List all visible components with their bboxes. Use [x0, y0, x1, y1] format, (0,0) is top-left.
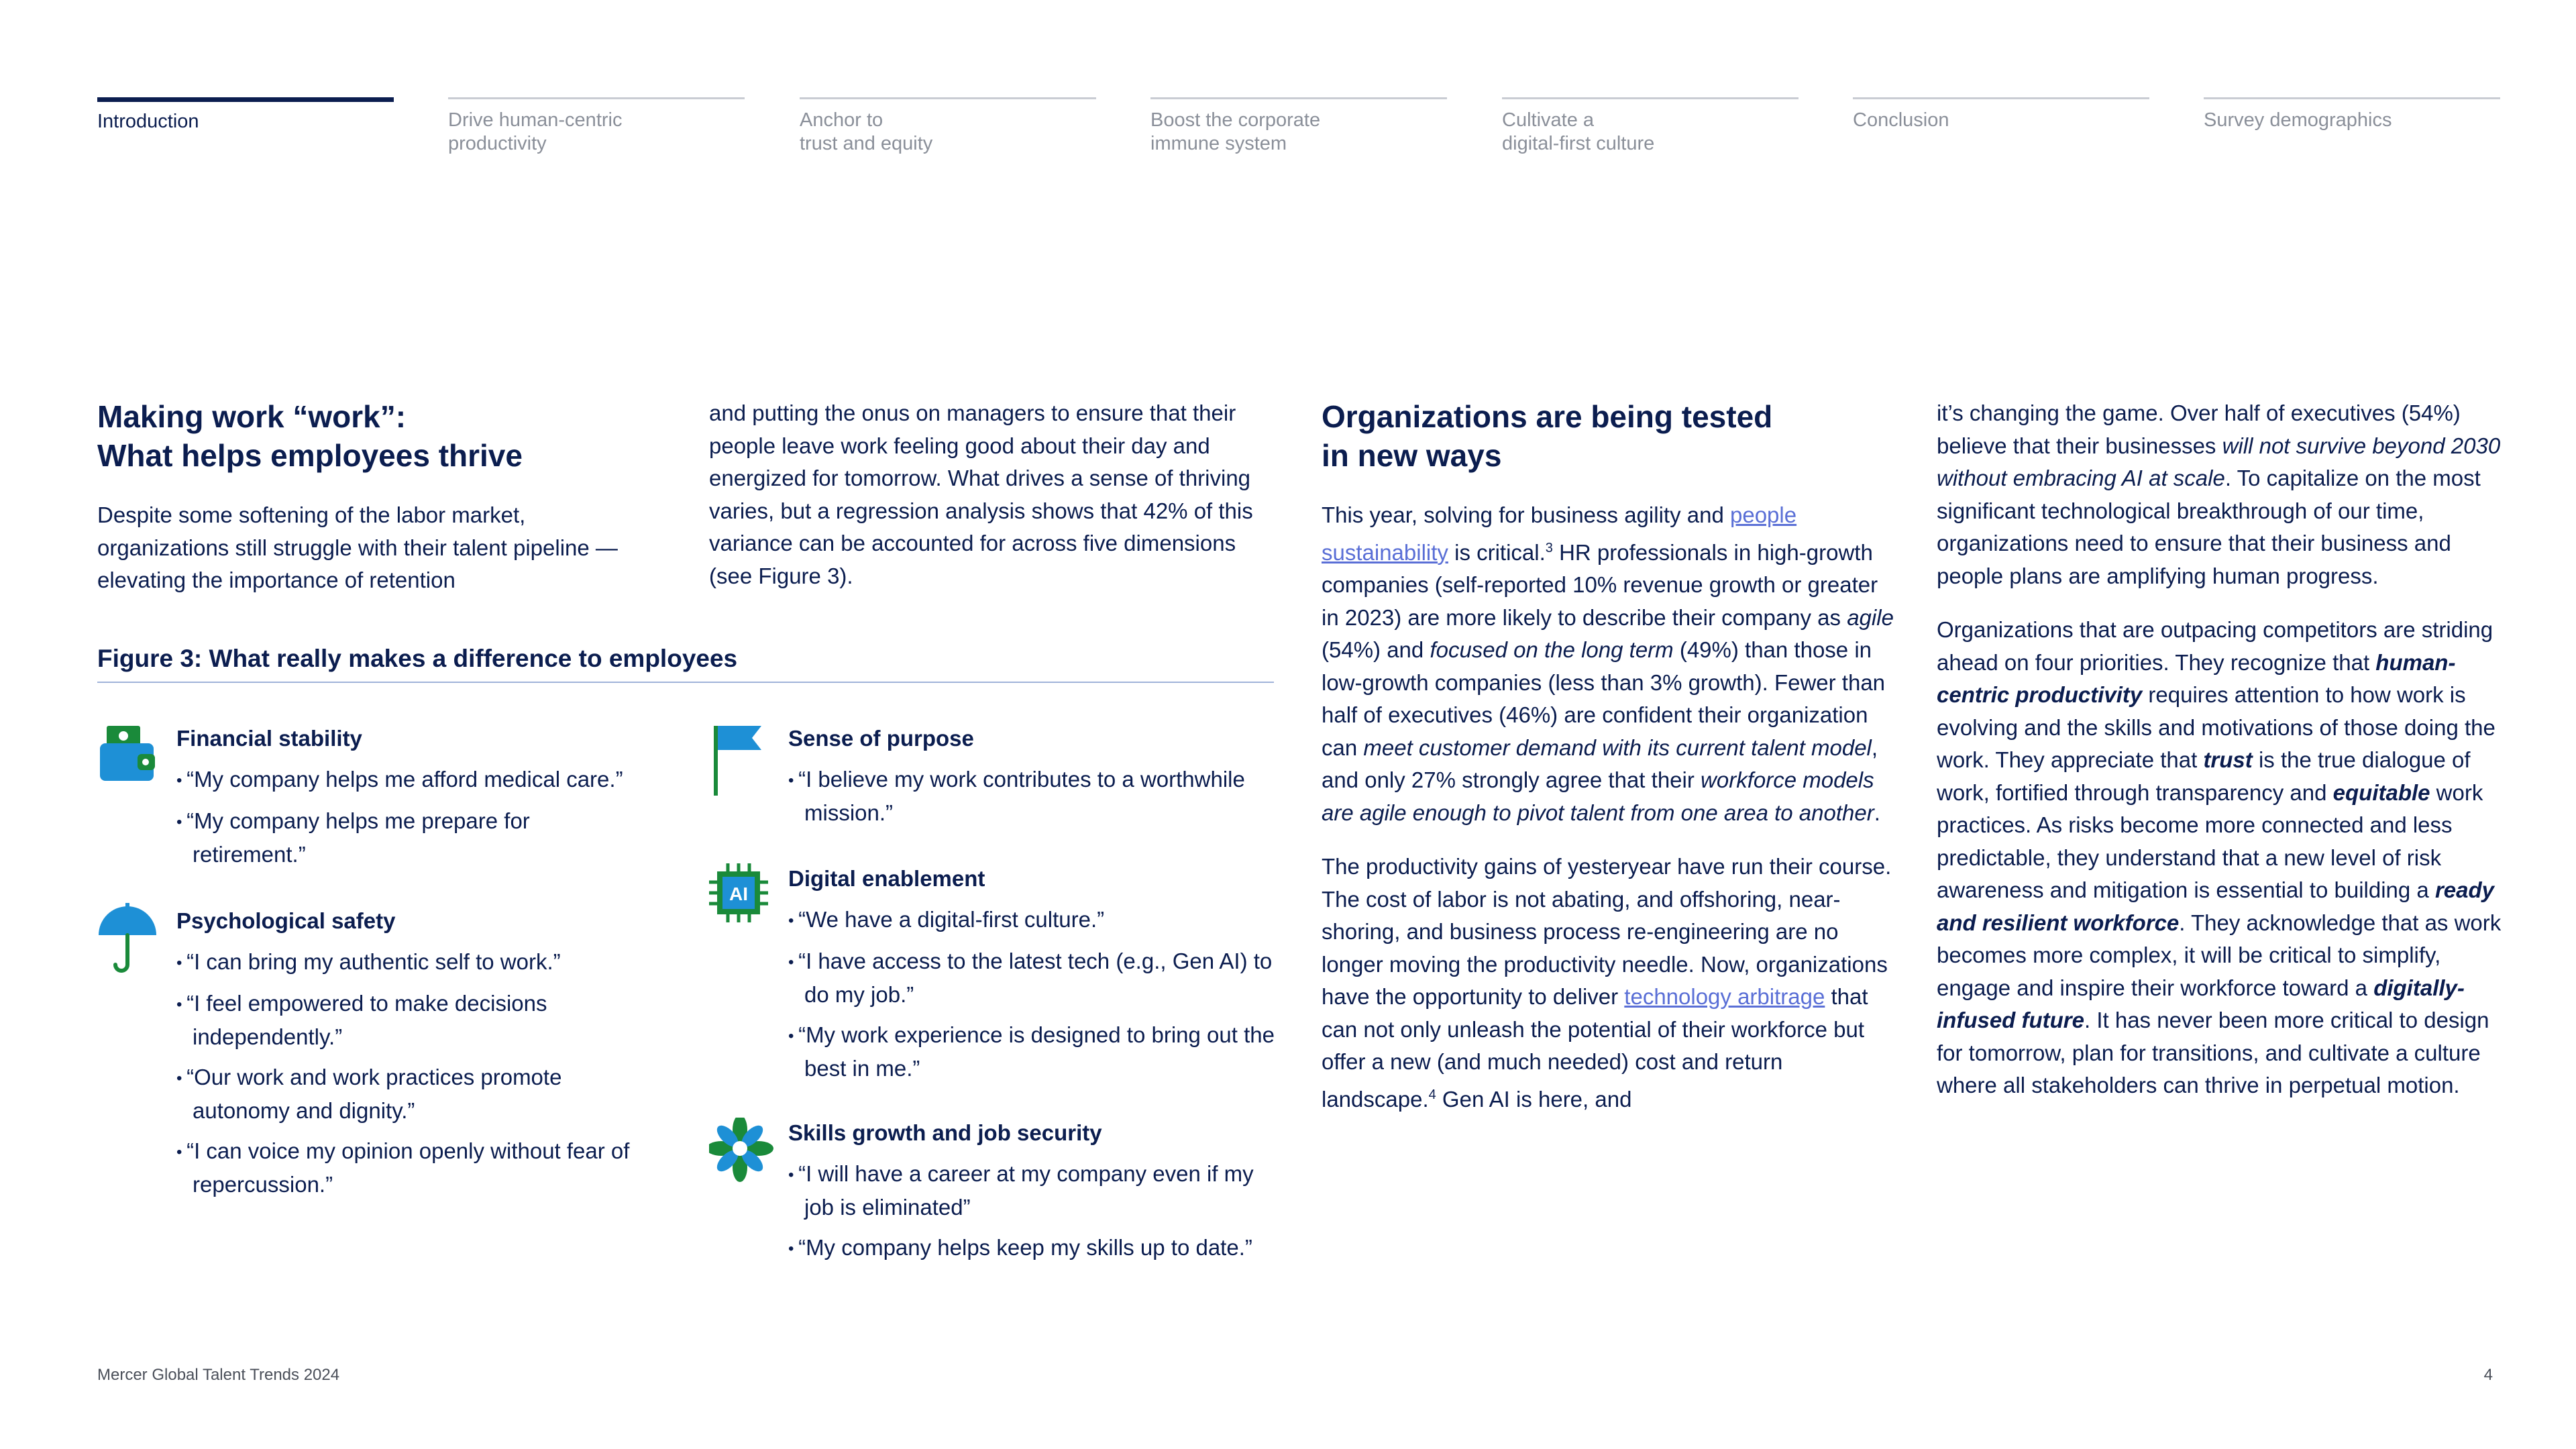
- text-run: , and only 27% strongly agree that their: [1322, 735, 1878, 792]
- quote-text: “I believe my work contributes to a worthwhile mission.”: [798, 767, 1245, 825]
- emphasis: meet customer demand with its current talent model: [1363, 735, 1872, 760]
- text-run: Organizations that are outpacing competitors are striding ahead on four priorities. They recognize that: [1937, 617, 2493, 675]
- quote-list: [788, 763, 1271, 837]
- figure-title: Figure 3: What really makes a difference to employees: [97, 643, 1274, 683]
- quote-text: “My company helps me prepare for retirement.”: [186, 808, 530, 867]
- quote-text: “We have a digital-first culture.”: [798, 907, 1105, 932]
- nav-tab-corporate-immune-system[interactable]: [1150, 97, 1447, 158]
- quote-item: [176, 987, 646, 1053]
- nav-tab-label: digital-first culture: [1502, 133, 1655, 154]
- footer-source: Mercer Global Talent Trends 2024: [97, 1366, 340, 1384]
- quote-item: [788, 1158, 1278, 1224]
- nav-tab-label: Anchor to: [800, 109, 883, 131]
- emphasis: will not survive beyond 2030 without embracing AI at scale: [1937, 433, 2501, 490]
- quote-text: “My company helps me afford medical care.”: [186, 767, 623, 792]
- text-run: is the true dialogue of work, fortified through transparency and: [1937, 747, 2471, 805]
- quote-list: [176, 946, 646, 1209]
- business-agility-paragraph: [1322, 499, 1895, 829]
- priority-emphasis: ready and resilient workforce: [1937, 877, 2494, 935]
- text-run: The productivity gains of yesteryear have run their course. The cost of labor is not abating, and offshoring, near-shoring, and business process re-engineering are no longer moving the productivity needle. Now, organizations have the opportunity to deliver: [1322, 854, 1892, 1009]
- column-3: [1322, 397, 1895, 1116]
- quote-item: [788, 904, 1278, 937]
- nav-tab-label: Conclusion: [1853, 109, 1949, 131]
- priority-emphasis: digitally-infused future: [1937, 975, 2465, 1032]
- emphasis: workforce models are agile enough to pivot talent from one area to another: [1322, 767, 1874, 825]
- gen-ai-paragraph: [1937, 397, 2514, 592]
- section-navigation: [97, 97, 2492, 164]
- text-run: HR professionals in high-growth companies (self-reported 10% revenue growth or greater in 2023) are more likely to describe their company as: [1322, 539, 1878, 630]
- quote-text: “I feel empowered to make decisions independently.”: [186, 991, 547, 1049]
- text-run: requires attention to how work is evolving and the skills and motivations of those doing the work. They appreciate that: [1937, 682, 2496, 772]
- emphasis: agile: [1847, 604, 1894, 630]
- quote-text: “I can voice my opinion openly without fear of repercussion.”: [186, 1138, 630, 1197]
- nav-tab-label: Introduction: [97, 111, 199, 132]
- text-run: .: [1874, 800, 1880, 825]
- text-run: Gen AI is here, and: [1436, 1086, 1632, 1112]
- nav-tab-introduction[interactable]: [97, 97, 394, 158]
- quote-text: “I have access to the latest tech (e.g., Gen AI) to do my job.”: [798, 949, 1273, 1007]
- quote-text: “My company helps keep my skills up to date.”: [798, 1235, 1252, 1260]
- technology-arbitrage-link[interactable]: technology arbitrage: [1624, 984, 1825, 1009]
- page-number: 4: [2483, 1366, 2493, 1384]
- quote-item: [788, 1019, 1278, 1085]
- priority-emphasis: human-centric productivity: [1937, 649, 2456, 707]
- people-sustainability-link[interactable]: people sustainability: [1322, 502, 1797, 565]
- text-run: is critical.: [1448, 539, 1546, 565]
- quote-text: “I can bring my authentic self to work.”: [186, 949, 561, 974]
- quote-text: “I will have a career at my company even if my job is eliminated”: [798, 1161, 1254, 1220]
- productivity-paragraph: [1322, 851, 1895, 1116]
- svg-text:AI: AI: [729, 883, 748, 904]
- footnote-marker: 4: [1428, 1087, 1436, 1102]
- ai-chip-icon: [709, 863, 769, 930]
- quote-list: [788, 904, 1278, 1093]
- nav-tab-label: Cultivate a: [1502, 109, 1595, 131]
- quote-item: [176, 805, 646, 871]
- quote-item: [788, 763, 1271, 829]
- text-run: that can not only unleash the potential of their workforce but offer a new (and much needed) cost and return landscape.: [1322, 984, 1868, 1112]
- quote-item: [788, 945, 1278, 1011]
- text-run: work practices. As risks become more connected and less predictable, they understand that a new level of risk awareness and mitigation is essential to building a: [1937, 780, 2483, 902]
- text-run: . They acknowledge that as work becomes more complex, it will be critical to simplify, engage and inspire their workforce toward a: [1937, 910, 2502, 1000]
- category-title: Digital enablement: [788, 866, 985, 891]
- text-run: (54%) and: [1322, 637, 1430, 662]
- nav-tab-survey-demographics[interactable]: [2204, 97, 2500, 158]
- nav-tab-conclusion[interactable]: [1853, 97, 2149, 158]
- nav-tab-label: Drive human-centric: [448, 109, 623, 131]
- umbrella-icon: [97, 902, 158, 969]
- quote-list: [176, 763, 646, 879]
- four-priorities-paragraph: [1937, 614, 2514, 1102]
- quote-text: “Our work and work practices promote autonomy and dignity.”: [186, 1065, 562, 1123]
- nav-tab-label: Boost the corporate: [1150, 109, 1321, 131]
- section-heading-thrive: [97, 397, 634, 475]
- text-run: (49%) than those in low-growth companies (less than 3% growth). Fewer than half of executives (46%) are confident their organization can: [1322, 637, 1886, 760]
- quote-item: [176, 763, 646, 797]
- nav-tab-label: immune system: [1150, 133, 1287, 154]
- flower-icon: [709, 1118, 769, 1185]
- nav-tab-label: Survey demographics: [2204, 109, 2392, 131]
- flag-icon: [709, 723, 769, 790]
- quote-item: [176, 1061, 646, 1127]
- wallet-icon: [97, 723, 158, 790]
- heading-line: Organizations are being tested: [1322, 399, 1773, 434]
- section-heading-tested: [1322, 397, 1895, 475]
- column-1: [97, 397, 634, 597]
- emphasis: focused on the long term: [1430, 637, 1674, 662]
- nav-tab-trust-equity[interactable]: [800, 97, 1096, 158]
- quote-item: [176, 1135, 646, 1201]
- category-title: Skills growth and job security: [788, 1120, 1102, 1145]
- heading-line: What helps employees thrive: [97, 438, 523, 473]
- quote-item: [788, 1232, 1278, 1265]
- nav-tab-label: productivity: [448, 133, 547, 154]
- nav-tab-digital-first-culture[interactable]: [1502, 97, 1799, 158]
- nav-tab-label: trust and equity: [800, 133, 933, 154]
- text-run: This year, solving for business agility and: [1322, 502, 1730, 527]
- heading-line: Making work “work”:: [97, 399, 407, 434]
- intro-paragraph-continued: and putting the onus on managers to ensure that their people leave work feeling good about their day and energized for tomorrow. What drives a sense of thriving varies, but a regression analysis shows that 42% of this variance can be accounted for across five dimensions (see Figure 3).: [709, 400, 1253, 588]
- quote-text: “My work experience is designed to bring out the best in me.”: [798, 1022, 1275, 1081]
- heading-line: in new ways: [1322, 438, 1502, 473]
- footnote-marker: 3: [1545, 540, 1553, 555]
- priority-emphasis: equitable: [2332, 780, 2430, 805]
- category-title: Psychological safety: [176, 908, 396, 933]
- intro-paragraph: Despite some softening of the labor market, organizations still struggle with their talent pipeline — elevating the importance of retention: [97, 502, 618, 592]
- quote-item: [176, 946, 646, 979]
- text-run: it’s changing the game. Over half of executives (54%) believe that their businesses: [1937, 400, 2461, 458]
- text-run: . To capitalize on the most significant technological breakthrough of our time, organizations need to ensure that their business and people plans are amplifying human progress.: [1937, 466, 2481, 588]
- column-2: [709, 397, 1273, 592]
- category-title: Financial stability: [176, 726, 362, 751]
- nav-tab-human-centric-productivity[interactable]: [448, 97, 745, 158]
- column-4: [1937, 397, 2514, 1102]
- priority-emphasis: trust: [2203, 747, 2253, 772]
- quote-list: [788, 1158, 1278, 1273]
- category-title: Sense of purpose: [788, 726, 974, 751]
- text-run: . It has never been more critical to design for tomorrow, plan for transitions, and cultivate a culture where all stakeholders can thrive in perpetual motion.: [1937, 1008, 2489, 1097]
